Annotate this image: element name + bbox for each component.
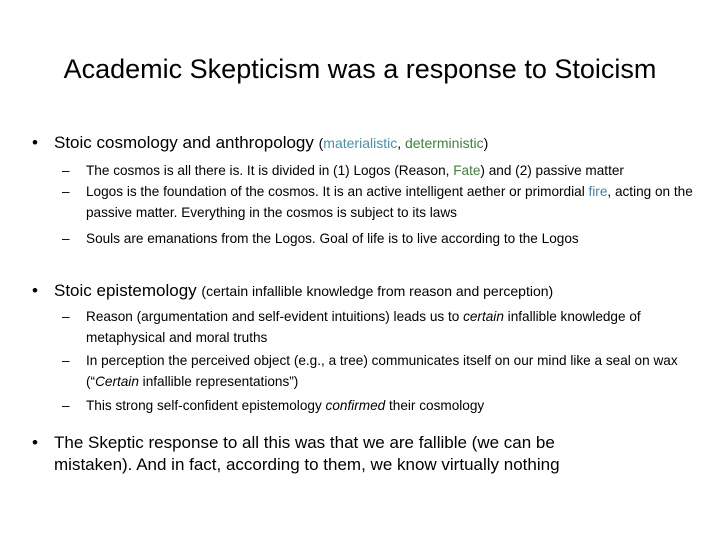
bullet-text	[34, 280, 694, 302]
bullet-stoic-epistemology	[34, 280, 694, 302]
sub-bullet-confirmed	[62, 395, 698, 416]
bullet-dot: •	[32, 433, 38, 452]
emphasis-certain: Certain	[95, 374, 139, 389]
bullet-text: The Skeptic response to all this was that we are fallible (we can be mistaken). And in fact, according to them, we know virtually nothing	[54, 433, 560, 474]
text-run: This strong self-confident epistemology	[86, 398, 326, 413]
text-run: , acting on the passive matter. Everything in the cosmos is subject to its laws	[86, 184, 693, 220]
text-run: Logos is the foundation of the cosmos. It is an active intelligent aether or primordial	[86, 184, 589, 199]
sub-bullet-cosmos	[62, 160, 698, 181]
bullet-stoic-cosmology	[34, 132, 694, 154]
dash-marker: –	[62, 231, 70, 246]
text-run: infallible knowledge of metaphysical and moral truths	[86, 309, 641, 345]
text-run: In perception the perceived object (e.g., a tree) communicates itself on our mind like a seal on wax (“	[86, 353, 678, 389]
sub-bullet-souls	[62, 228, 698, 249]
sub-bullet-text	[62, 350, 698, 392]
comma: ,	[397, 135, 405, 151]
bullet-main-text: Stoic cosmology and anthropology	[54, 133, 314, 152]
dash-marker: –	[62, 353, 70, 368]
dash-marker: –	[62, 398, 70, 413]
paren-open: (	[318, 135, 324, 151]
fate-term: Fate	[453, 163, 481, 178]
text-run: Reason (argumentation and self-evident intuitions) leads us to	[86, 309, 464, 324]
bullet-dot: •	[32, 133, 38, 152]
sub-bullet-text	[62, 181, 698, 223]
sub-bullet-text	[62, 160, 698, 181]
dash-marker: –	[62, 184, 70, 199]
slide-title: Academic Skepticism was a response to Stoicism	[63, 54, 657, 84]
sub-bullet-text	[62, 306, 698, 348]
dash-marker: –	[62, 163, 70, 178]
sub-bullet-logos	[62, 181, 698, 223]
bullet-dot: •	[32, 281, 38, 300]
dash-marker: –	[62, 309, 70, 324]
deterministic-term: deterministic	[404, 135, 484, 151]
text-run: ) and (2) passive matter	[480, 163, 624, 178]
emphasis-confirmed: confirmed	[325, 398, 386, 413]
bullet-parenthetical	[319, 135, 489, 151]
emphasis-certain: certain	[463, 309, 504, 324]
fire-term: fire	[588, 184, 608, 199]
text-run: their cosmology	[385, 398, 485, 413]
sub-bullet-reason	[62, 306, 698, 348]
sub-bullet-text	[62, 395, 698, 416]
bullet-main-text: Stoic epistemology	[54, 281, 197, 300]
bullet-parenthetical: (certain infallible knowledge from reason and perception)	[201, 283, 554, 299]
bullet-skeptic-response	[34, 432, 634, 476]
text-run: infallible representations”)	[138, 374, 299, 389]
bullet-text	[34, 132, 694, 154]
materialistic-term: materialistic	[323, 135, 398, 151]
sub-bullet-perception	[62, 350, 698, 392]
sub-bullet-text: Souls are emanations from the Logos. Goal of life is to live according to the Logos	[86, 231, 579, 246]
text-run: The cosmos is all there is. It is divided in (1) Logos (Reason,	[86, 163, 454, 178]
paren-close: )	[483, 135, 489, 151]
